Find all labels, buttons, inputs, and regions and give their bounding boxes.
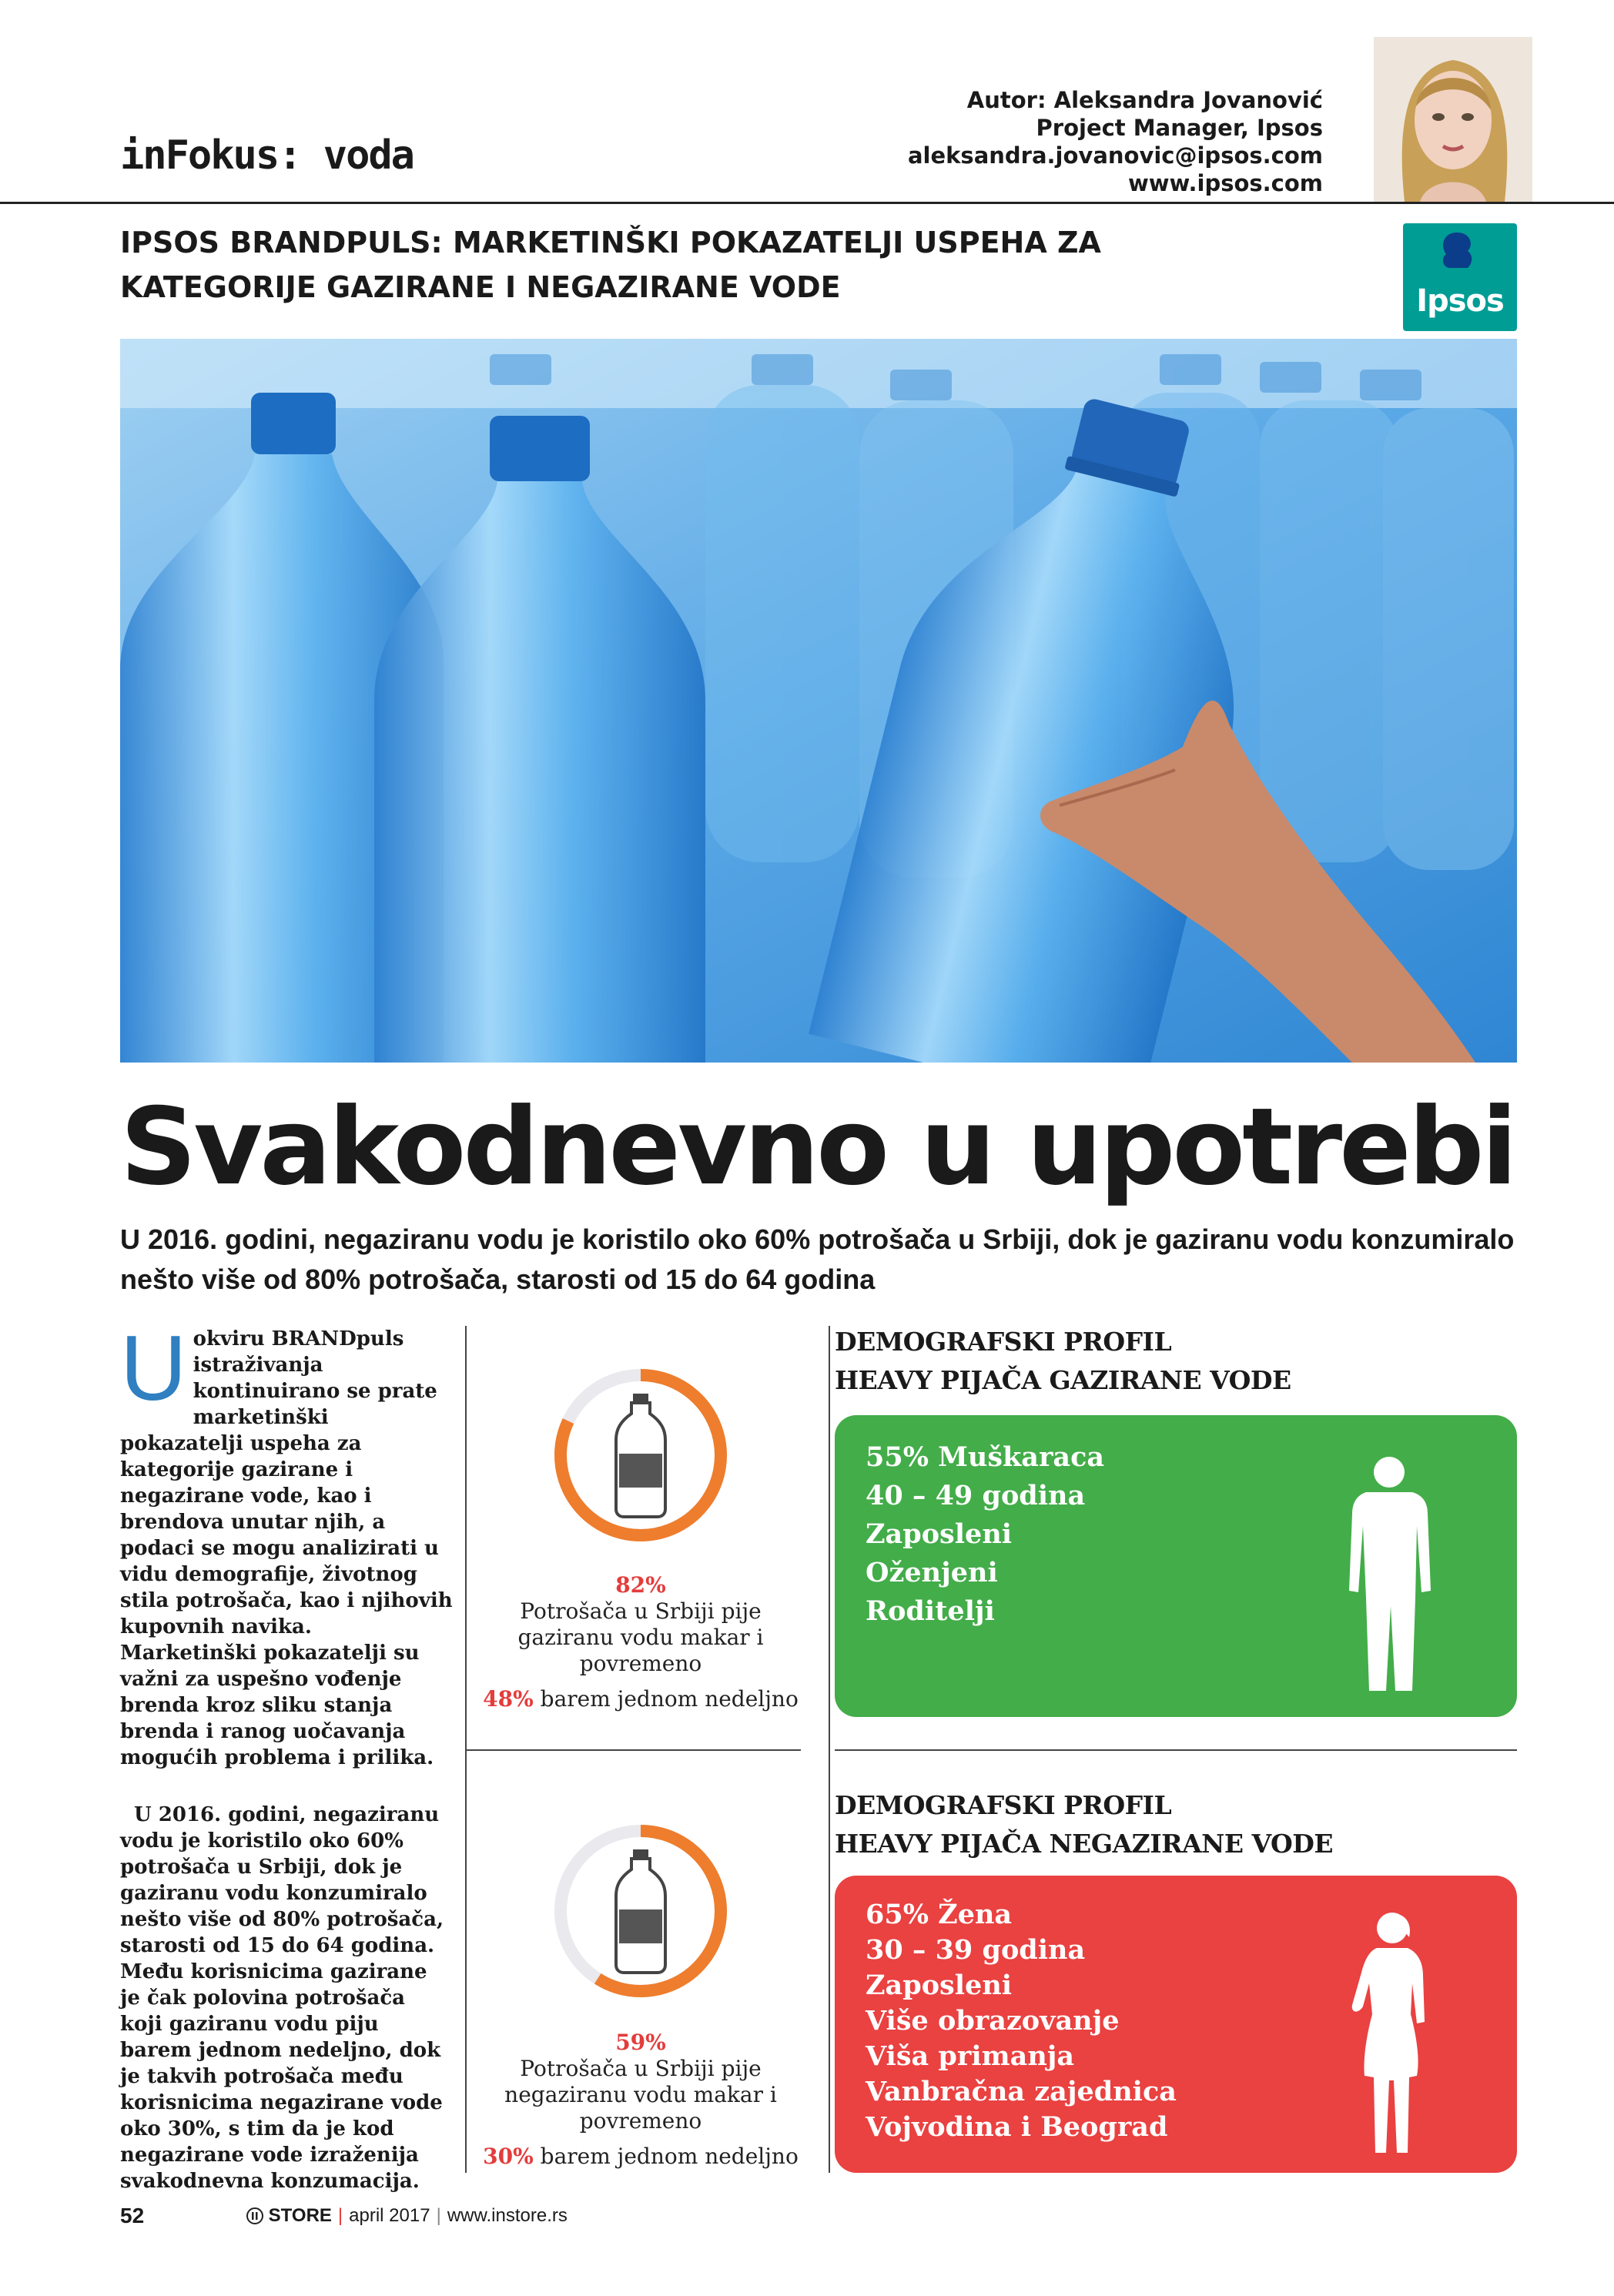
stats-divider <box>465 1749 801 1751</box>
lead-line-1: U 2016. godini, negaziranu vodu je koristilo oko 60% potrošača u Srbiji, dok je gaziranu vodu konzumiralo <box>120 1223 1515 1255</box>
profile-item: 55% Muškaraca <box>866 1441 1105 1473</box>
profile-negazirana-title-line-2: HEAVY PIJAČA NEGAZIRANE VODE <box>835 1829 1334 1859</box>
profile-negazirana-list <box>866 1897 1177 2145</box>
female-silhouette-icon <box>1343 1906 1435 2160</box>
stat-negazirana <box>471 2030 810 2170</box>
profile-item: Vojvodina i Beograd <box>866 2111 1168 2143</box>
stat-gazirana-line-1: Potrošača u Srbiji pije <box>520 1598 762 1624</box>
profile-item: 40 – 49 godina <box>866 1480 1086 1511</box>
footer-website[interactable]: www.instore.rs <box>447 2205 568 2226</box>
stat-gazirana-percent: 82% <box>615 1572 666 1598</box>
donut-gazirana <box>548 1363 733 1548</box>
author-title: Project Manager, Ipsos <box>1036 115 1323 141</box>
profiles-divider <box>835 1749 1517 1751</box>
subtitle-line-1: IPSOS BRANDPULS: MARKETINŠKI POKAZATELJI USPEHA ZA <box>120 226 1101 259</box>
stat-gazirana-weekly <box>471 1686 810 1712</box>
profile-item: Viša primanja <box>866 2040 1075 2072</box>
author-photo <box>1374 37 1532 202</box>
profile-negazirana-title-line-1: DEMOGRAFSKI PROFIL <box>835 1790 1172 1820</box>
header-rule <box>0 202 1614 204</box>
stat-gazirana-line-2: gaziranu vodu makar i <box>517 1625 764 1650</box>
profile-negazirana-title <box>835 1786 1333 1863</box>
subtitle <box>120 220 1291 310</box>
donut-negazirana <box>548 1819 733 2003</box>
author-name: Autor: Aleksandra Jovanović <box>966 87 1323 113</box>
bottle-icon <box>616 1849 665 1973</box>
hero-image <box>120 339 1517 1063</box>
author-website[interactable]: www.ipsos.com <box>1127 170 1323 196</box>
article-body <box>120 1317 453 2194</box>
profile-item: Više obrazovanje <box>866 2005 1120 2037</box>
bottle-icon <box>616 1394 665 1517</box>
profile-gazirana-list <box>866 1438 1104 1631</box>
subtitle-line-2: KATEGORIJE GAZIRANE I NEGAZIRANE VODE <box>120 270 841 304</box>
stat-negazirana-weekly-pct: 30% <box>483 2144 534 2169</box>
profile-gazirana-box <box>835 1415 1517 1717</box>
profile-item: 30 – 39 godina <box>866 1934 1086 1966</box>
author-block <box>908 86 1323 197</box>
dropcap: U <box>120 1317 187 1420</box>
page-number: 52 <box>120 2204 145 2227</box>
ipsos-logo <box>1403 223 1517 331</box>
paragraph-1-text: okviru BRANDpuls istraživanja kontinuirano se prate marketinški pokazatelji uspeha za kategorije gazirane i negazirane vode, kao i brendova unutar njih, a podaci se mogu analizirati u vidu demografije, životnog stila potrošača, kao i njihovih kupovnih navika. Marketinški pokazatelji su važni za uspešno vođenje brenda kroz sliku stanja brenda i ranog uočavanja mogućih problema i prilika. <box>120 1327 453 1769</box>
profile-item: 65% Žena <box>866 1899 1013 1930</box>
profile-gazirana-title-line-1: DEMOGRAFSKI PROFIL <box>835 1327 1172 1357</box>
stat-negazirana-percent: 59% <box>615 2030 666 2055</box>
stat-gazirana <box>471 1572 810 1712</box>
stat-negazirana-weekly <box>471 2144 810 2170</box>
stat-negazirana-line-2: negaziranu vodu makar i <box>504 2082 777 2107</box>
male-silhouette-icon <box>1343 1452 1435 1699</box>
stat-gazirana-line-3: povremeno <box>579 1651 702 1676</box>
footer-brand: STORE | april 2017 | www.instore.rs <box>246 2205 568 2227</box>
profile-item: Zaposleni <box>866 1970 1013 2001</box>
stat-negazirana-line-1: Potrošača u Srbiji pije <box>520 2056 762 2081</box>
section-label: inFokus: voda <box>120 132 414 179</box>
profile-item: Roditelji <box>866 1595 995 1627</box>
author-email[interactable]: aleksandra.jovanovic@ipsos.com <box>907 142 1323 169</box>
footer-brand-name: STORE <box>268 2205 332 2226</box>
lead-paragraph <box>120 1220 1522 1300</box>
stat-gazirana-weekly-pct: 48% <box>483 1686 534 1712</box>
profile-item: Oženjeni <box>866 1557 998 1588</box>
headline: Svakodnevno u upotrebi <box>120 1085 1515 1209</box>
footer-date: april 2017 <box>349 2205 430 2226</box>
ipsos-logo-text: Ipsos <box>1416 283 1504 319</box>
article-paragraph-2: U 2016. godini, negaziranu vodu je koristilo oko 60% potrošača u Srbiji, dok je gaziranu vodu konzumiralo nešto više od 80% potrošača, starosti od 15 do 64 godina. Među korisnicima gazirane je čak polovina potrošača koji gaziranu vodu piju barem jednom nedeljno, dok je takvih potrošača među korisnicima negazirane vode oko 30%, s tim da je kod negazirane vode izraženija svakodnevna konzumacija. <box>120 1803 444 2193</box>
article-paragraph-1 <box>120 1317 453 1771</box>
column-divider-right <box>829 1326 830 2173</box>
profile-item: Zaposleni <box>866 1518 1013 1550</box>
profile-gazirana-title-line-2: HEAVY PIJAČA GAZIRANE VODE <box>835 1365 1291 1395</box>
profile-negazirana-box <box>835 1876 1517 2173</box>
stat-gazirana-weekly-text: barem jednom nedeljno <box>533 1686 799 1712</box>
instore-logo-icon <box>246 2207 263 2224</box>
profile-item: Vanbračna zajednica <box>866 2076 1177 2107</box>
lead-line-2: nešto više od 80% potrošača, starosti od 15 do 64 godina <box>120 1263 876 1295</box>
stat-negazirana-line-3: povremeno <box>579 2108 702 2134</box>
profile-gazirana-title <box>835 1323 1291 1400</box>
stat-negazirana-weekly-text: barem jednom nedeljno <box>533 2144 799 2169</box>
